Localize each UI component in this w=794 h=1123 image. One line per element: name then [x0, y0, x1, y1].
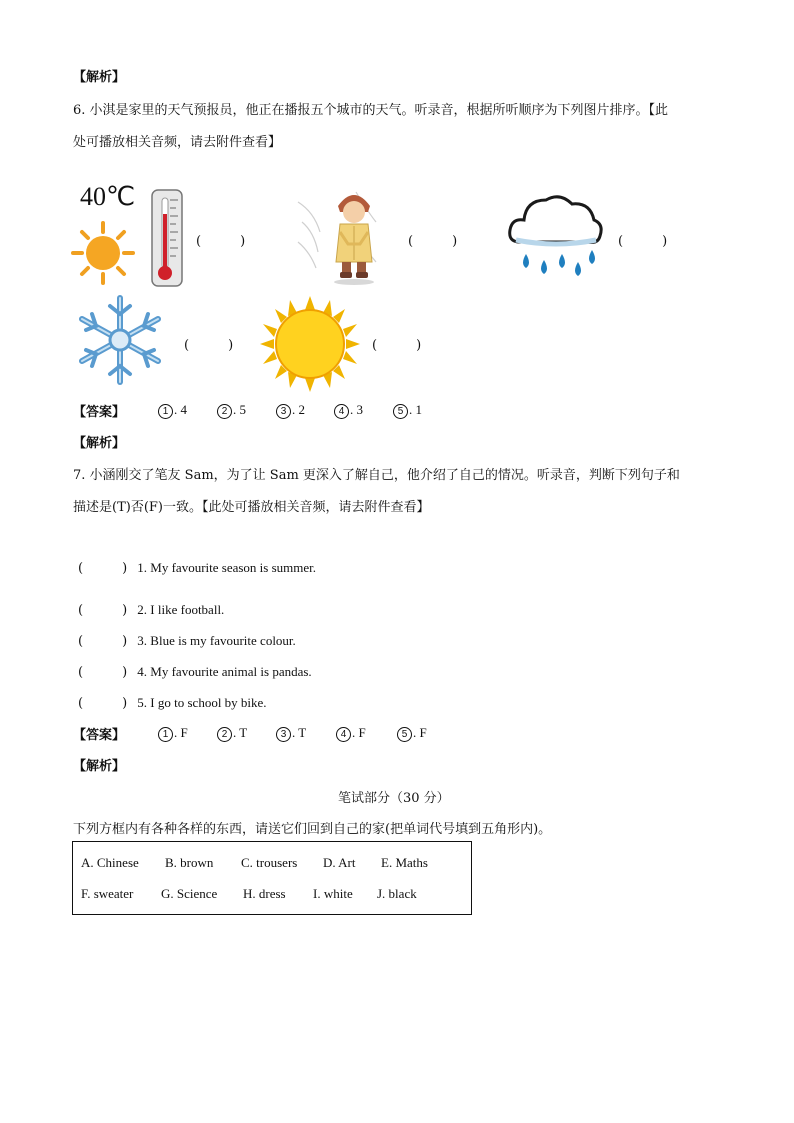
q7-item-2: [78, 599, 224, 618]
q7-sentence: 4. My favourite animal is pandas.: [137, 664, 312, 679]
written-instruction: 下列方框内有各种各样的东西，请送它们回到自己的家(把单词代号填到五角形内)。: [73, 822, 552, 837]
answer-blank[interactable]: ( ): [78, 665, 128, 680]
q7-answer-2: 2 . T: [217, 725, 247, 742]
q7-item-5: [78, 692, 267, 711]
word-box: [72, 841, 472, 915]
q7-answer-4: 4 . F: [336, 725, 366, 742]
q7-answer-3: 3 . T: [276, 725, 306, 742]
word-option: G. Science: [161, 886, 218, 901]
q7-sentence: 2. I like football.: [137, 602, 225, 617]
word-option: I. white: [313, 886, 353, 901]
answer-blank[interactable]: ( ): [78, 561, 128, 576]
answer-blank-3[interactable]: ( ): [618, 234, 668, 249]
word-option: D. Art: [323, 855, 356, 870]
q6-answer-4: 4 . 3: [334, 402, 363, 419]
q7-item-4: [78, 661, 312, 680]
analysis-label-3: 【解析】: [73, 759, 126, 774]
q6-answer-1: 1 . 4: [158, 402, 187, 419]
q7-item-3: [78, 630, 296, 649]
word-option: C. trousers: [241, 855, 298, 870]
answer-blank[interactable]: ( ): [78, 603, 128, 618]
word-option: J. black: [377, 886, 417, 901]
answer-blank[interactable]: ( ): [78, 634, 128, 649]
q6-prompt-line2: 处可播放相关音频，请去附件查看】: [73, 135, 282, 150]
q6-answer-2: 2 . 5: [217, 402, 246, 419]
q6-answer-5: 5 . 1: [393, 402, 422, 419]
word-option: B. brown: [165, 855, 214, 870]
q7-item-1: [78, 557, 316, 576]
thermometer-icon: [150, 188, 184, 288]
snowflake-icon: [72, 292, 168, 388]
q7-answer-label: 【答案】: [73, 728, 126, 743]
q7-sentence: 1. My favourite season is summer.: [137, 560, 317, 575]
word-option: A. Chinese: [81, 855, 139, 870]
q7-sentence: 5. I go to school by bike.: [137, 695, 267, 710]
q7-answer-5: 5 . F: [397, 725, 427, 742]
sunny-sun-icon: [260, 296, 360, 392]
analysis-label: 【解析】: [73, 70, 126, 85]
answer-blank-2[interactable]: ( ): [408, 234, 458, 249]
temperature-label: 40℃: [80, 182, 136, 211]
q7-answer-1: 1 . F: [158, 725, 188, 742]
q6-answer-3: 3 . 2: [276, 402, 305, 419]
q7-sentence: 3. Blue is my favourite colour.: [137, 633, 296, 648]
q6-prompt-line1: 6. 小淇是家里的天气预报员，他正在播报五个城市的天气。听录音，根据所听顺序为下列图片排序。【此: [73, 103, 669, 118]
hot-sun-icon: [70, 220, 136, 286]
answer-blank-4[interactable]: ( ): [184, 338, 234, 353]
q7-prompt-line1: 7. 小涵刚交了笔友 Sam，为了让 Sam 更深入了解自己，他介绍了自己的情况。听录音，判断下列句子和: [73, 468, 680, 483]
written-section-title: 笔试部分（30 分）: [338, 791, 450, 806]
q7-prompt-line2: 描述是(T)否(F)一致。【此处可播放相关音频，请去附件查看】: [73, 500, 430, 515]
answer-blank-5[interactable]: ( ): [372, 338, 422, 353]
analysis-label-2: 【解析】: [73, 436, 126, 451]
answer-blank-1[interactable]: ( ): [196, 234, 246, 249]
word-option: H. dress: [243, 886, 286, 901]
word-option: E. Maths: [381, 855, 428, 870]
rain-cloud-icon: [506, 186, 604, 284]
cold-windy-child-icon: [296, 182, 378, 286]
q6-answer-label: 【答案】: [73, 405, 126, 420]
answer-blank[interactable]: ( ): [78, 696, 128, 711]
word-option: F. sweater: [81, 886, 134, 901]
